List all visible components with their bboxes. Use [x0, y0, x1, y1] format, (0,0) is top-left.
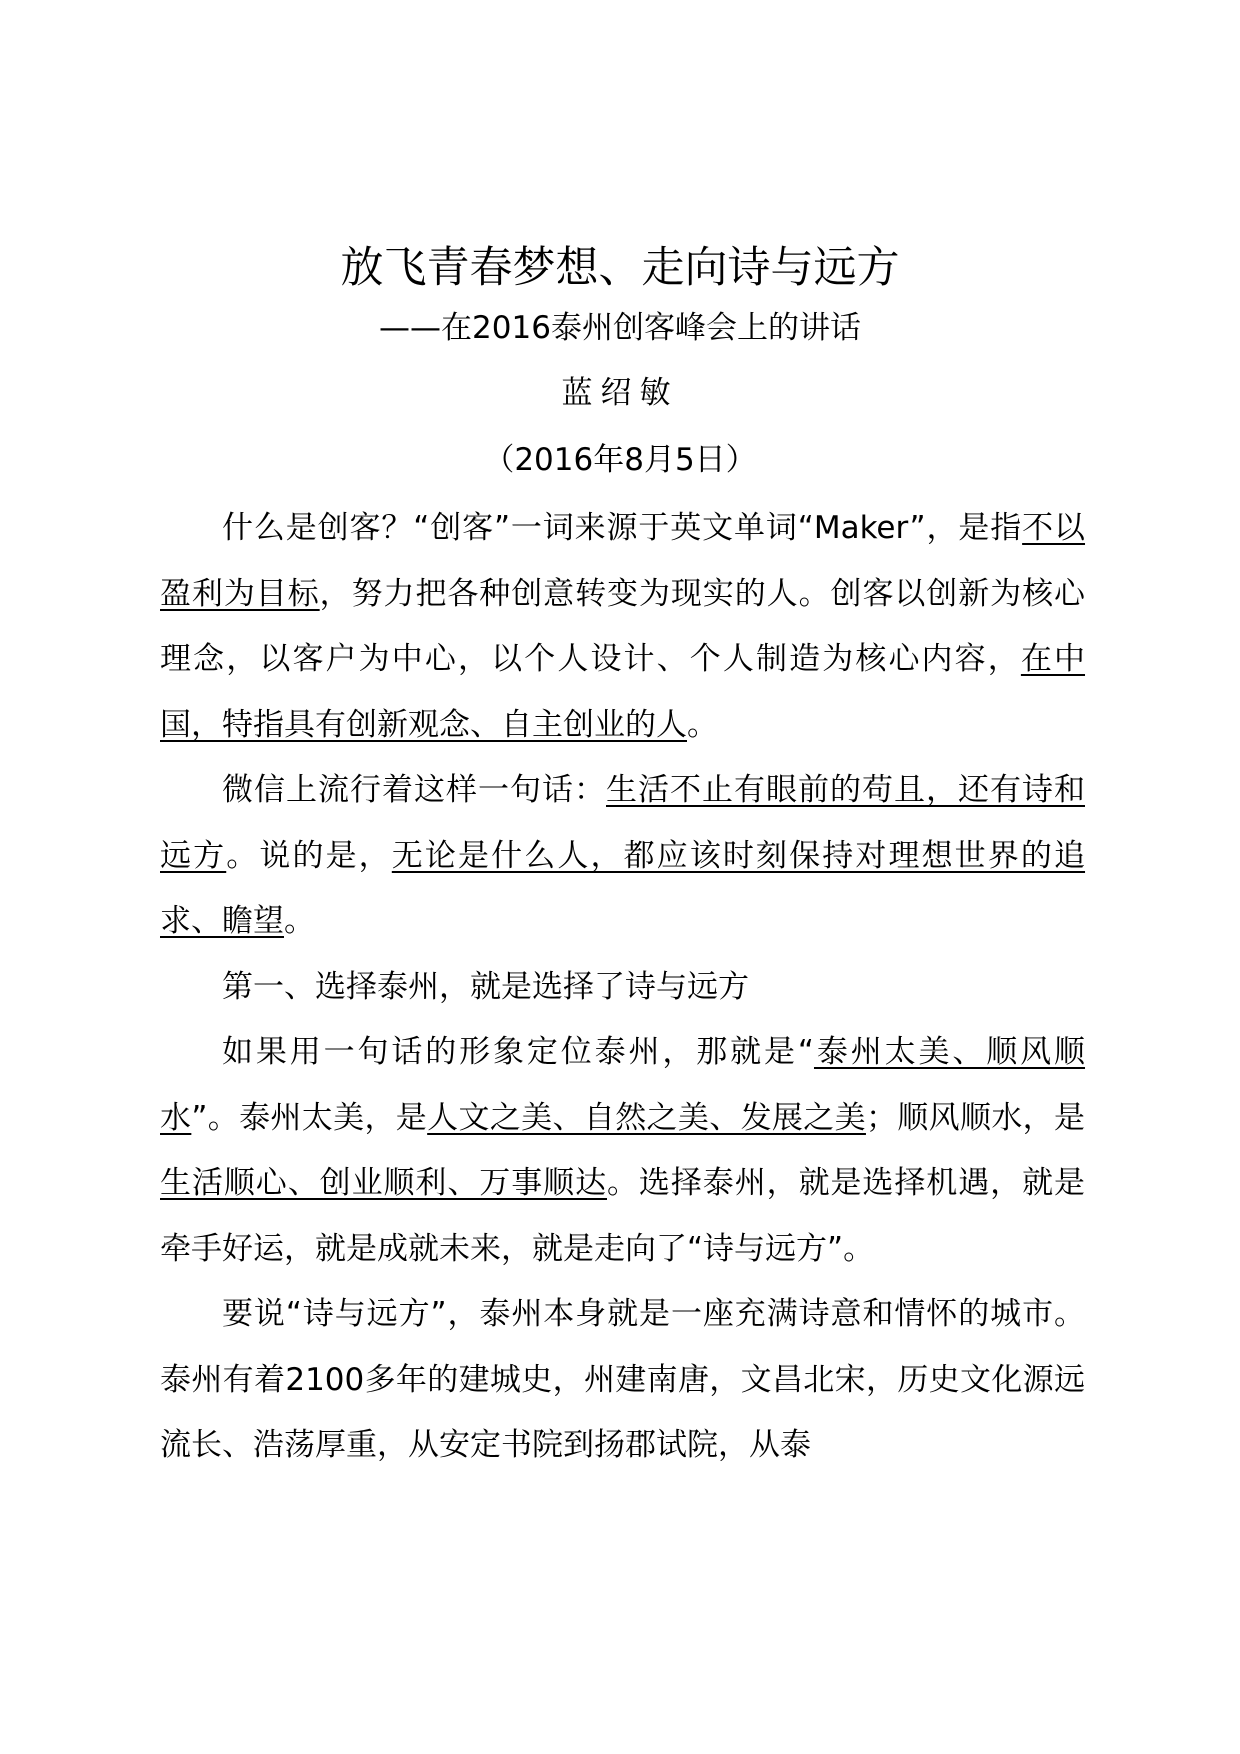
document-title: 放飞青春梦想、走向诗与远方: [340, 243, 900, 293]
paragraph-taizhou-image: [160, 1020, 1085, 1282]
underlined-text: 生活顺心、创业顺利、万事顺达: [160, 1165, 607, 1201]
document-author: 蓝绍敏: [561, 375, 679, 411]
underlined-text: 不以盈利为目标: [160, 510, 1086, 612]
text-segment: ；顺风顺水，是: [865, 1099, 1086, 1136]
underlined-text: 人文之美、自然之美、发展之美: [427, 1099, 866, 1136]
text-segment: 什么是创客？“创客”一词来源于英文单词“Maker”，是指: [222, 510, 1023, 546]
text-segment: 。说的是，: [226, 837, 392, 874]
paragraph-poetic-city: [160, 1282, 1085, 1479]
underlined-text: 无论是什么人，都应该时刻保持对理想世界的追求、瞻望: [160, 837, 1086, 939]
document-subtitle: ——在2016泰州创客峰会上的讲话: [379, 310, 861, 346]
text-segment: 如果用一句话的形象定位泰州，那就是“: [222, 1034, 814, 1070]
paragraph-what-is-maker: [160, 496, 1085, 758]
text-segment: ”。泰州太美，是: [191, 1099, 428, 1136]
document-date: （2016年8月5日）: [483, 442, 757, 478]
underlined-text: 生活不止有眼前的苟且，还有诗和远方: [160, 772, 1085, 874]
underlined-text: 在中国，特指具有创新观念、自主创业的人: [160, 641, 1086, 743]
underlined-text: 泰州太美、顺风顺水: [160, 1034, 1086, 1136]
text-segment: 要说“诗与远方”，泰州本身就是一座充满诗意和情怀的城市。泰州有着2100多年的建城史，州建南唐，文昌北宋，历史文化源远流长、浩荡厚重，从安定书院到扬郡试院，从泰: [160, 1296, 1085, 1463]
text-segment: 。: [687, 706, 718, 743]
document-body: [160, 496, 1085, 1479]
text-segment: 第一、选择泰州，就是选择了诗与远方: [222, 968, 749, 1005]
text-segment: 。: [284, 903, 315, 939]
paragraph-wechat-saying: [160, 758, 1085, 955]
section-heading-first: [160, 955, 1085, 1021]
text-segment: 微信上流行着这样一句话：: [222, 772, 606, 808]
text-segment: ，努力把各种创意转变为现实的人。创客以创新为核心理念，以客户为中心，以个人设计、个人制造为核心内容，: [160, 575, 1086, 677]
text-segment: 。选择泰州，就是选择机遇，就是牵手好运，就是成就未来，就是走向了“诗与远方”。: [160, 1165, 1085, 1267]
